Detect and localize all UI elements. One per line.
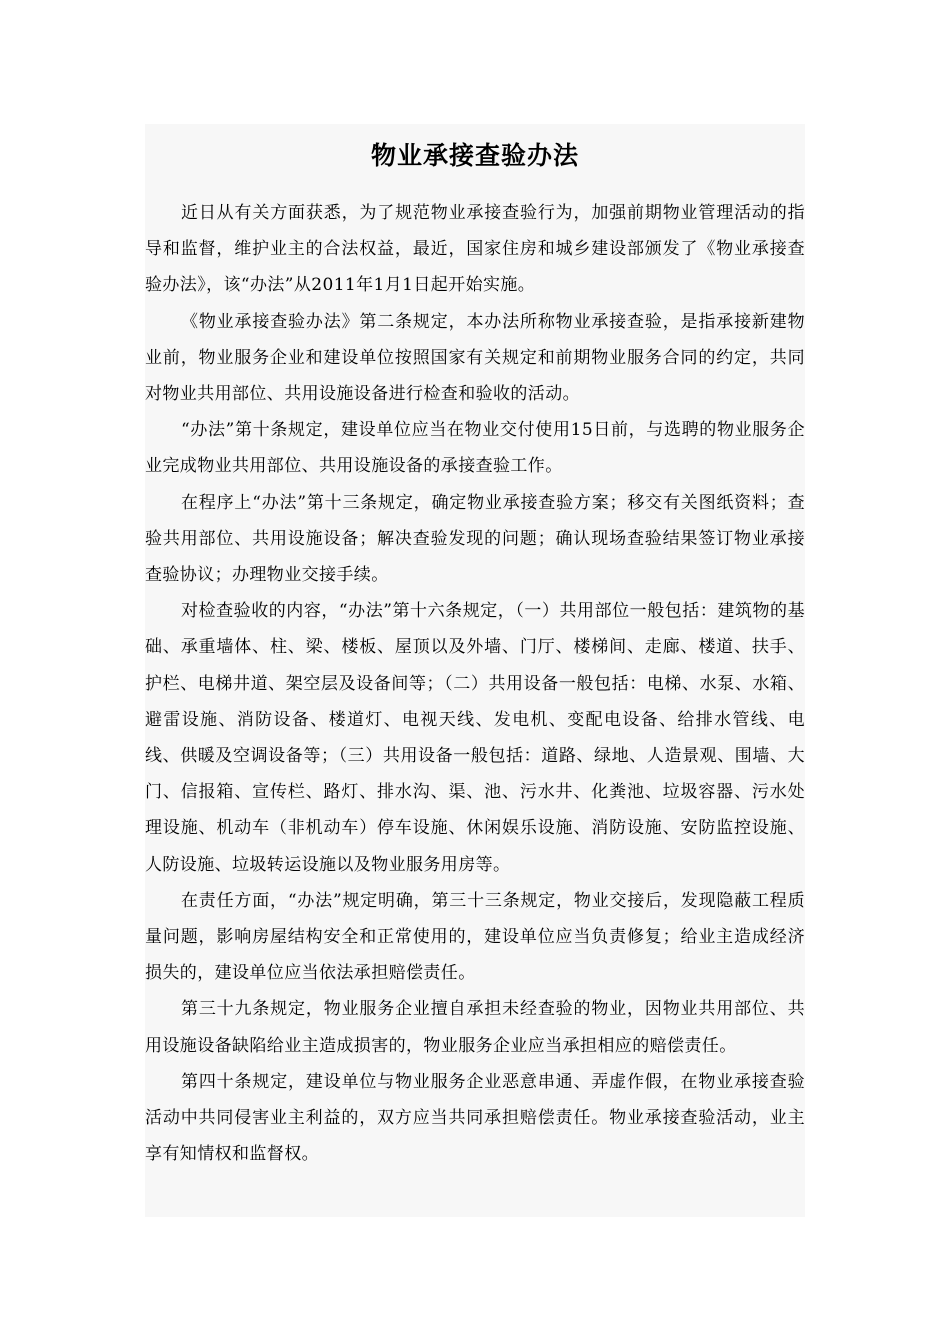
paragraph-article-16: 对检查验收的内容，“办法”第十六条规定，（一）共用部位一般包括：建筑物的基础、承重墙体、柱、梁、楼板、屋顶以及外墙、门厅、楼梯间、走廊、楼道、扶手、护栏、电梯井道、架空层及设备间等；（二）共用设备一般包括：电梯、水泵、水箱、避雷设施、消防设备、楼道灯、电视天线、发电机、变配电设备、给排水管线、电线、供暖及空调设备等；（三）共用设备一般包括：道路、绿地、人造景观、围墙、大门、信报箱、宣传栏、路灯、排水沟、渠、池、污水井、化粪池、垃圾容器、污水处理设施、机动车（非机动车）停车设施、休闲娱乐设施、消防设施、安防监控设施、人防设施、垃圾转运设施以及物业服务用房等。	[145, 601, 805, 875]
paragraph-intro: 近日从有关方面获悉，为了规范物业承接查验行为，加强前期物业管理活动的指导和监督，维护业主的合法权益，最近，国家住房和城乡建设部颁发了《物业承接查验办法》，该“办法”从2011年1月1日起开始实施。	[145, 203, 805, 296]
paragraph-article-10: “办法”第十条规定，建设单位应当在物业交付使用15日前，与选聘的物业服务企业完成物业共用部位、共用设施设备的承接查验工作。	[145, 420, 805, 477]
document-page	[145, 124, 805, 1217]
paragraph-article-2: 《物业承接查验办法》第二条规定，本办法所称物业承接查验，是指承接新建物业前，物业服务企业和建设单位按照国家有关规定和前期物业服务合同的约定，共同对物业共用部位、共用设施设备进行检查和验收的活动。	[145, 311, 805, 405]
paragraph-article-40: 第四十条规定，建设单位与物业服务企业恶意串通、弄虚作假，在物业承接查验活动中共同侵害业主利益的，双方应当共同承担赔偿责任。物业承接查验活动，业主享有知情权和监督权。	[145, 1071, 805, 1165]
document-body	[145, 195, 805, 1172]
paragraph-article-39: 第三十九条规定，物业服务企业擅自承担未经查验的物业，因物业共用部位、共用设施设备缺陷给业主造成损害的，物业服务企业应当承担相应的赔偿责任。	[145, 999, 805, 1056]
document-title: 物业承接查验办法	[370, 141, 579, 170]
paragraph-article-13: 在程序上“办法”第十三条规定，确定物业承接查验方案；移交有关图纸资料；查验共用部位、共用设施设备；解决查验发现的问题；确认现场查验结果签订物业承接查验协议；办理物业交接手续。	[145, 492, 805, 586]
paragraph-article-33: 在责任方面，“办法”规定明确，第三十三条规定，物业交接后，发现隐蔽工程质量问题，影响房屋结构安全和正常使用的，建设单位应当负责修复；给业主造成经济损失的，建设单位应当依法承担赔偿责任。	[145, 890, 805, 984]
